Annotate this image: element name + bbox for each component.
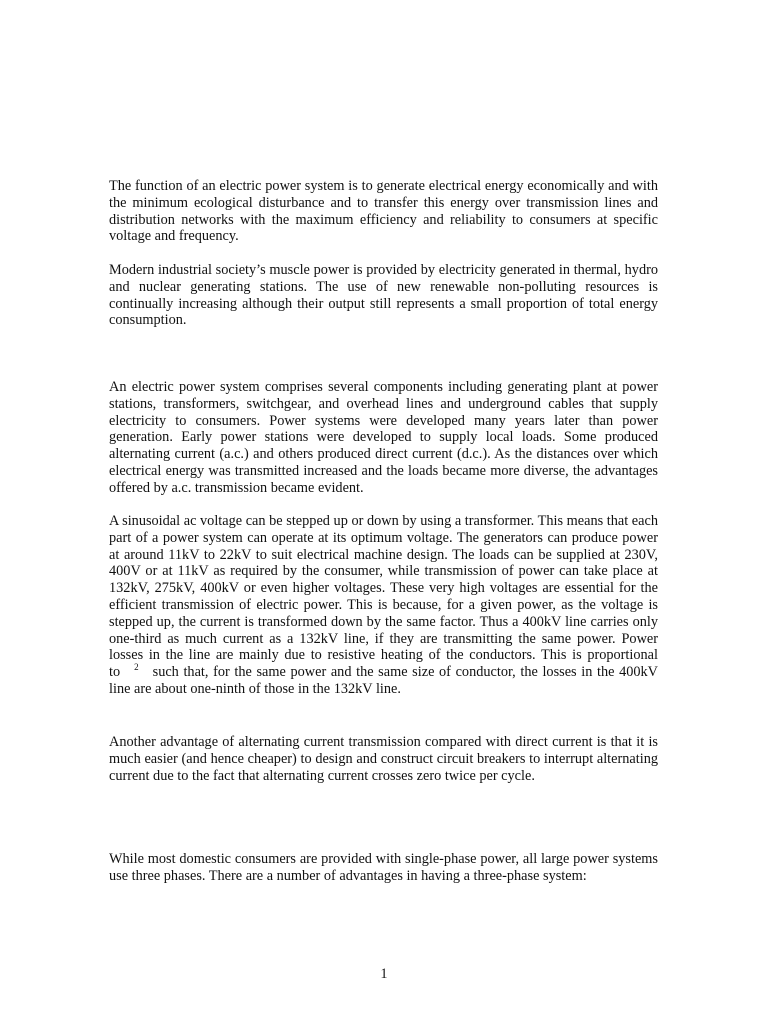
- superscript-two: 2: [134, 662, 139, 673]
- paragraph-industrial-society: Modern industrial society’s muscle power is provided by electricity generated in thermal, hydro and nuclear generating stations. The use of new renewable non-polluting resources is continually increasing although their output still represents a small proportion of total energy consumption.: [109, 262, 658, 329]
- paragraph-ac-voltage-transformer: [109, 513, 658, 698]
- paragraph-power-system-function: The function of an electric power system is to generate electrical energy economically and with the minimum ecological disturbance and to transfer this energy over transmission lines and distribution networks with the maximum efficiency and reliability to consumers at specific voltage and frequency.: [109, 178, 658, 245]
- paragraph-circuit-breakers: Another advantage of alternating current transmission compared with direct current is that it is much easier (and hence cheaper) to design and construct circuit breakers to interrupt alternating current due to the fact that alternating current crosses zero twice per cycle.: [109, 734, 658, 784]
- paragraph-text-before-superscript: A sinusoidal ac voltage can be stepped up or down by using a transformer. This means that each part of a power system can operate at its optimum voltage. The generators can produce power at around 11kV to 22kV to suit electrical machine design. The loads can be supplied at 230V, 400V or at 11kV as required by the consumer, while transmission of power can take place at 132kV, 275kV, 400kV or even higher voltages. These very high voltages are essential for the efficient transmission of electric power. This is because, for a given power, as the voltage is stepped up, the current is transformed down by the same factor. Thus a 400kV line carries only one-third as much current as a 132kV line, if they are transmitting the same power. Power losses in the line are mainly due to resistive heating of the conductors. This is proportional to: [109, 513, 658, 681]
- paragraph-text-after-superscript: such that, for the same power and the same size of conductor, the losses in the 400kV line are about one-ninth of those in the 132kV line.: [109, 664, 658, 697]
- paragraph-three-phase: While most domestic consumers are provided with single-phase power, all large power systems use three phases. There are a number of advantages in having a three-phase system:: [109, 851, 658, 884]
- paragraph-system-components: An electric power system comprises several components including generating plant at power stations, transformers, switchgear, and overhead lines and underground cables that supply electricity to consumers. Power systems were developed many years later than power generation. Early power stations were developed to supply local loads. Some produced alternating current (a.c.) and others produced direct current (d.c.). As the distances over which electrical energy was transmitted increased and the loads became more diverse, the advantages offered by a.c. transmission became evident.: [109, 379, 658, 496]
- page-number: 1: [380, 966, 388, 982]
